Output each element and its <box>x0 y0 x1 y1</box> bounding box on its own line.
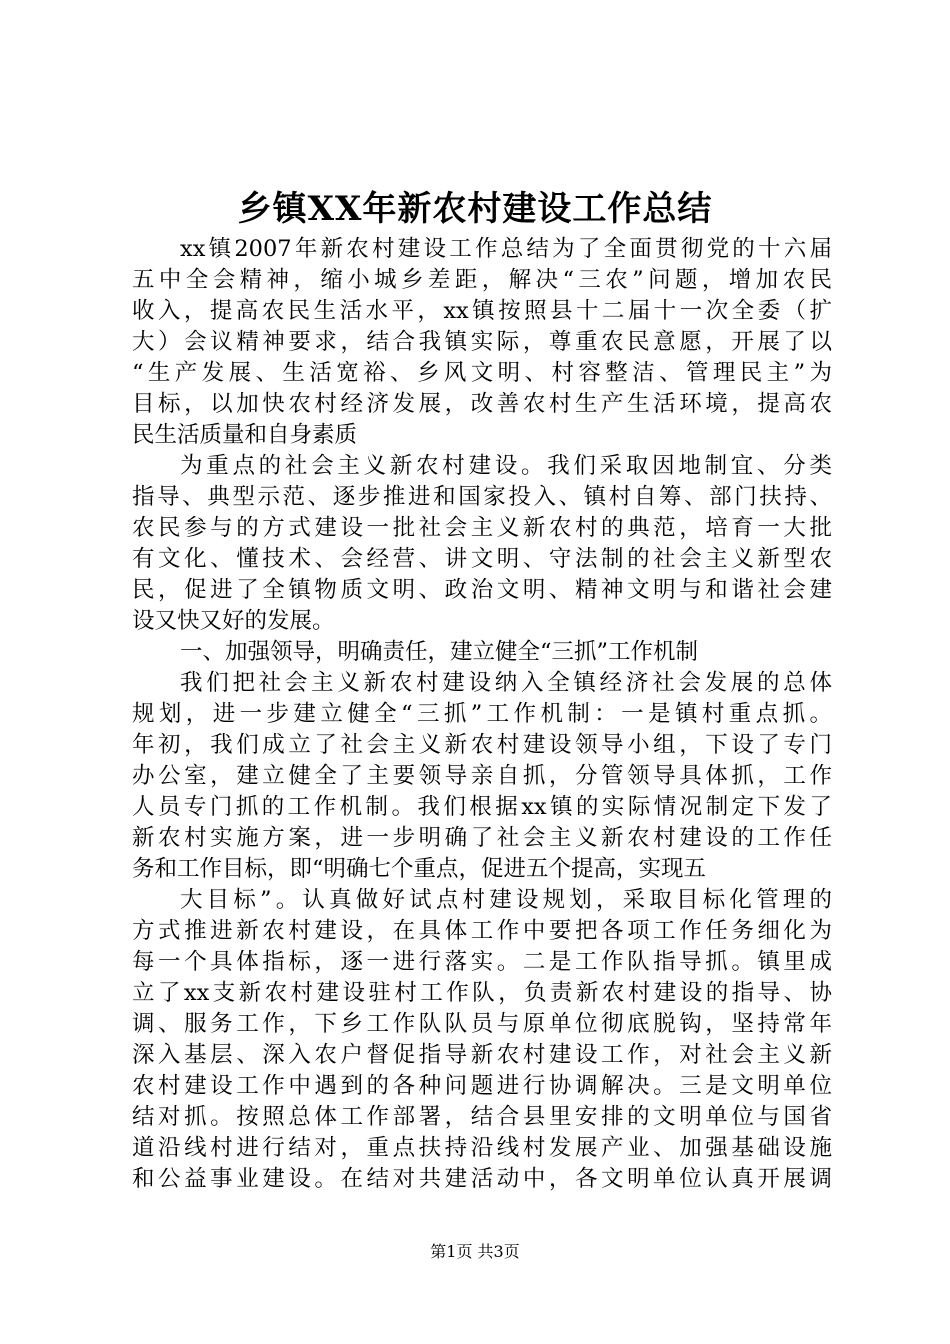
text-line: 收入，提高农民生活水平，xx镇按照县十二届十一次全委（扩 <box>132 298 832 324</box>
text-line: 务和工作目标，即“明确七个重点，促进五个提高，实现五 <box>132 856 707 882</box>
text-line: 年初，我们成立了社会主义新农村建设领导小组，下设了专门 <box>132 732 832 758</box>
text-line: xx镇2007年新农村建设工作总结为了全面贯彻党的十六届 <box>180 236 832 262</box>
section-heading: 一、加强领导，明确责任，建立健全“三抓”工作机制 <box>180 639 699 665</box>
text-line: 道沿线村进行结对，重点扶持沿线村发展产业、加强基础设施 <box>132 1135 832 1161</box>
text-line: 有文化、懂技术、会经营、讲文明、守法制的社会主义新型农 <box>132 546 832 572</box>
text-line: 办公室，建立健全了主要领导亲自抓，分管领导具体抓，工作 <box>132 763 832 789</box>
text-line: 方式推进新农村建设，在具体工作中要把各项工作任务细化为 <box>132 918 832 944</box>
text-line: 指导、典型示范、逐步推进和国家投入、镇村自筹、部门扶持、 <box>132 484 832 510</box>
text-line: 每一个具体指标，逐一进行落实。二是工作队指导抓。镇里成 <box>132 949 832 975</box>
text-line: 农村建设工作中遇到的各种问题进行协调解决。三是文明单位 <box>132 1073 832 1099</box>
page-footer: 第1页 共3页 <box>430 1242 520 1261</box>
text-line: 大）会议精神要求，结合我镇实际，尊重农民意愿，开展了以 <box>132 329 832 355</box>
text-line: 我们把社会主义新农村建设纳入全镇经济社会发展的总体 <box>180 670 832 696</box>
text-line: 民，促进了全镇物质文明、政治文明、精神文明与和谐社会建 <box>132 577 832 603</box>
text-line: “生产发展、生活宽裕、乡风文明、村容整洁、管理民主”为 <box>132 360 832 386</box>
text-line: 农民参与的方式建设一批社会主义新农村的典范，培育一大批 <box>132 515 832 541</box>
text-line: 调、服务工作，下乡工作队队员与原单位彻底脱钩，坚持常年 <box>132 1011 832 1037</box>
text-line: 设又快又好的发展。 <box>132 608 335 634</box>
text-line: 结对抓。按照总体工作部署，结合县里安排的文明单位与国省 <box>132 1104 832 1130</box>
document-title: 乡镇XX年新农村建设工作总结 <box>237 189 713 229</box>
text-line: 五中全会精神，缩小城乡差距，解决“三农”问题，增加农民 <box>132 267 832 293</box>
text-line: 人员专门抓的工作机制。我们根据xx镇的实际情况制定下发了 <box>132 794 832 820</box>
text-line: 为重点的社会主义新农村建设。我们采取因地制宜、分类 <box>180 453 832 479</box>
text-line: 新农村实施方案，进一步明确了社会主义新农村建设的工作任 <box>132 825 832 851</box>
text-line: 民生活质量和自身素质 <box>132 422 358 448</box>
text-line: 大目标”。认真做好试点村建设规划，采取目标化管理的 <box>180 887 832 913</box>
document-body <box>132 234 832 1195</box>
text-line: 目标，以加快农村经济发展，改善农村生产生活环境，提高农 <box>132 391 832 417</box>
text-line: 立了xx支新农村建设驻村工作队，负责新农村建设的指导、协 <box>132 980 832 1006</box>
text-line: 和公益事业建设。在结对共建活动中，各文明单位认真开展调 <box>132 1166 832 1192</box>
text-line: 规划，进一步建立健全“三抓”工作机制：一是镇村重点抓。 <box>132 701 832 727</box>
text-line: 深入基层、深入农户督促指导新农村建设工作，对社会主义新 <box>132 1042 832 1068</box>
